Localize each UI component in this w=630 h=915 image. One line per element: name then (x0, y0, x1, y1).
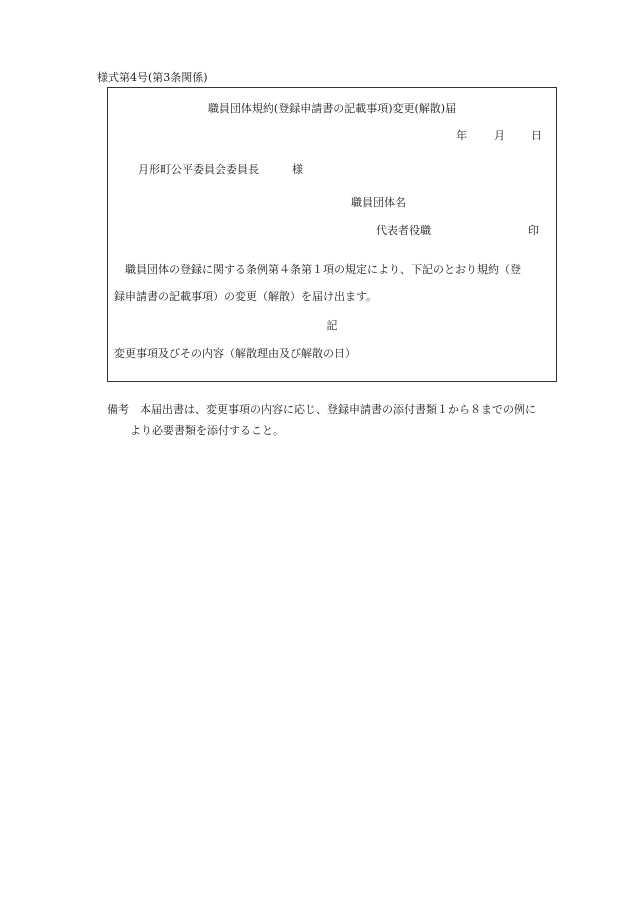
body-text-line-2: 録申請書の記載事項）の変更（解散）を届け出ます。 (114, 290, 378, 303)
date-month-label: 月 (494, 129, 505, 142)
seal-mark: 印 (528, 224, 539, 237)
org-name-label: 職員団体名 (351, 196, 406, 209)
ki-heading: 記 (326, 319, 338, 332)
content-label: 変更事項及びその内容（解散理由及び解散の日） (114, 347, 356, 360)
note-line-1: 備考 本届出書は、変更事項の内容に応じ、登録申請書の添付書類１から８までの例に (107, 403, 536, 416)
date-year-label: 年 (456, 129, 467, 142)
note-line-2: より必要書類を添付すること。 (130, 424, 284, 437)
addressee-honorific: 様 (292, 163, 303, 176)
addressee: 月形町公平委員会委員長 (138, 163, 259, 176)
body-text-line-1: 職員団体の登録に関する条例第４条第１項の規定により、下記のとおり規約（登 (125, 263, 521, 276)
form-number-label: 様式第4号(第3条関係) (97, 71, 208, 84)
form-box (107, 87, 557, 382)
date-day-label: 日 (531, 129, 542, 142)
form-title: 職員団体規約(登録申請書の記載事項)変更(解散)届 (207, 102, 457, 115)
representative-label: 代表者役職 (376, 224, 431, 237)
